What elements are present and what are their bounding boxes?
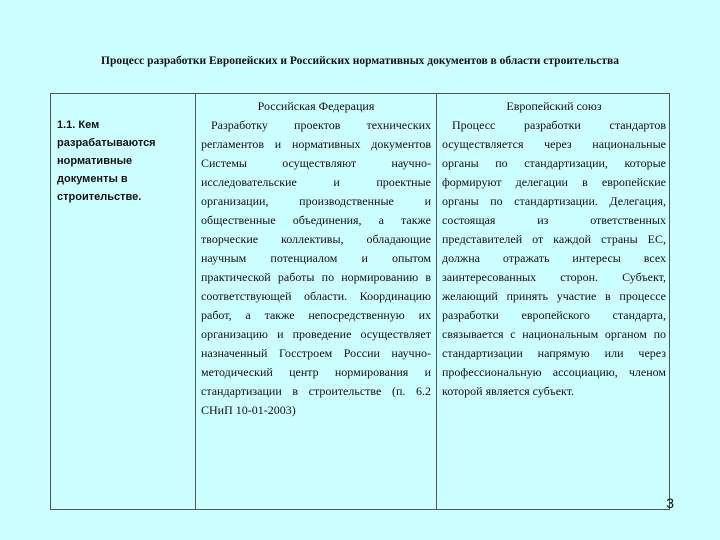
page-number: 3 bbox=[666, 495, 674, 511]
comparison-table bbox=[50, 93, 670, 510]
row-header-cell: 1.1. Кем разрабатываются нормативные документы в строительстве. bbox=[57, 119, 156, 203]
russia-column-header: Российская Федерация bbox=[257, 99, 375, 113]
eu-text: Процесс разработки стандартов осуществляется через национальные органы по стандартизации, которые формируют делегации в европейские органы по стандартизации. Делегация, состоящая из ответственных представителей от каждой страны ЕС, должна отражать интересы всех заинтересованных сторон. Субъект, желающий принять участие в процессе разработки европейского стандарта, связывается с национальным органом по стандартизации напрямую или через профессиональную ассоциацию, членом которой является субъект. bbox=[442, 118, 666, 398]
column-divider bbox=[436, 94, 437, 509]
column-divider bbox=[195, 94, 196, 509]
page-title: Процесс разработки Европейских и Российских нормативных документов в области строительства bbox=[101, 55, 619, 67]
eu-cell bbox=[442, 97, 666, 401]
eu-column-header: Европейский союз bbox=[506, 99, 602, 113]
russia-text: Разработку проектов технических регламентов и нормативных документов Системы осуществляют научно-исследовательские и проектные организации, производственные и общественные объединения, а также творческие коллективы, обладающие научным потенциалом и опытом практической работы по нормированию в соответствующей области. Координацию работ, а также непосредственную их организацию и проведение осуществляет назначенный Госстроем России научно-методический центр нормирования и стандартизации в строительстве (п. 6.2 СНиП 10-01-2003) bbox=[201, 118, 431, 417]
russia-cell bbox=[201, 97, 431, 420]
